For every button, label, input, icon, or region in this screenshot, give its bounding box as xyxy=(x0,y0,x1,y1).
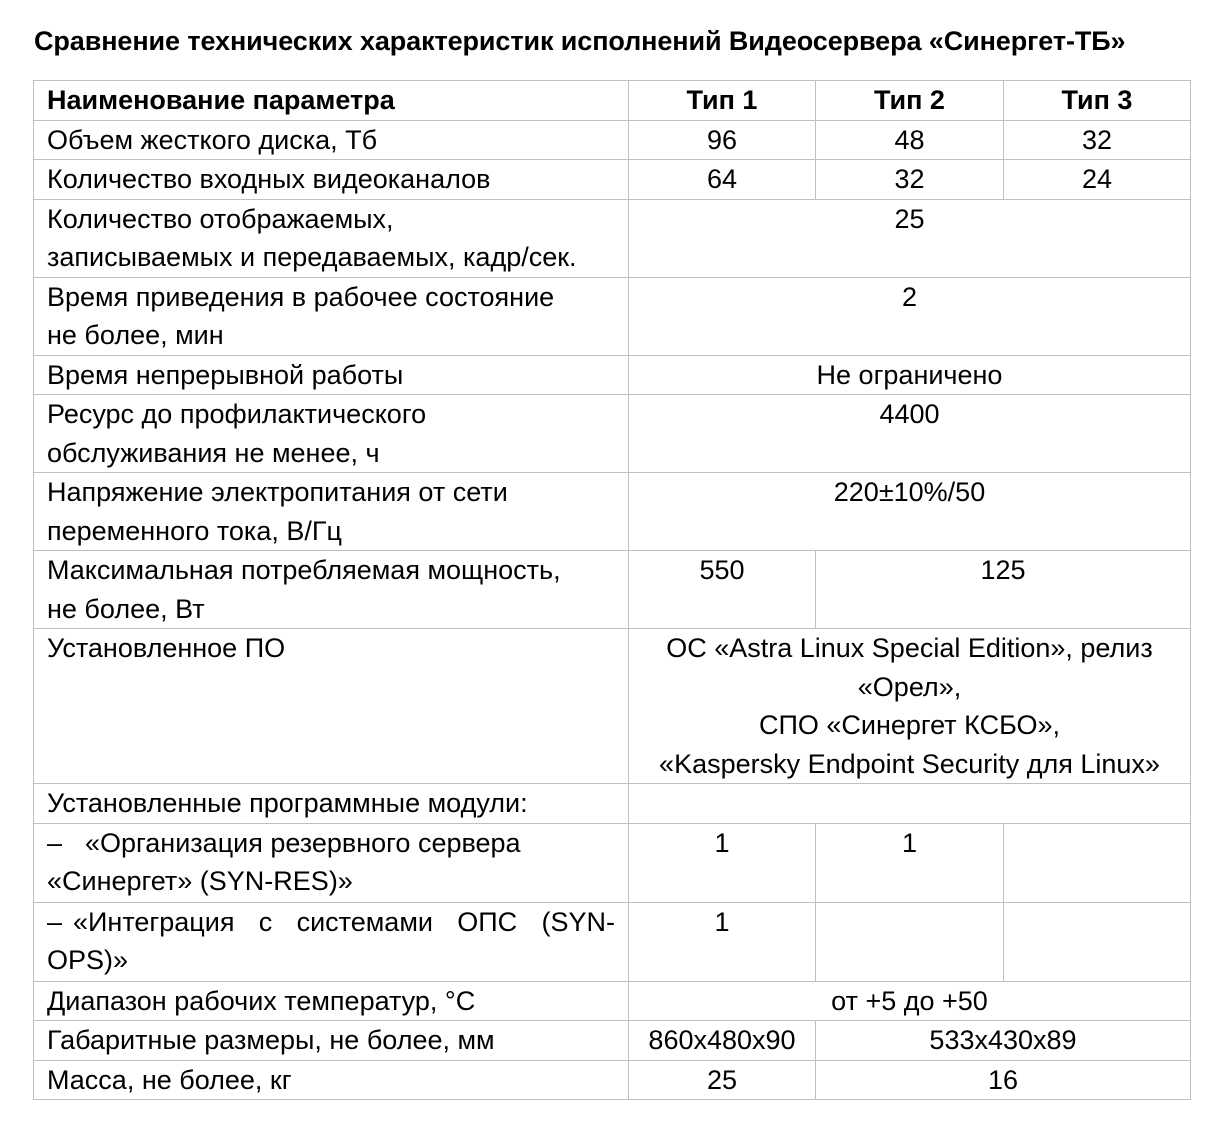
value-type1: 1 xyxy=(629,823,816,902)
value-type2: 48 xyxy=(816,120,1004,160)
table-row-fps xyxy=(34,199,1191,277)
table-row-modules xyxy=(34,784,1191,824)
value-type1: 25 xyxy=(629,1060,816,1100)
param-label-line: записываемых и передаваемых, кадр/сек. xyxy=(47,242,577,272)
value-type3 xyxy=(1004,823,1191,902)
table-row-readiness xyxy=(34,277,1191,355)
value-type3 xyxy=(1004,902,1191,981)
param-label-line: не более, Вт xyxy=(47,593,205,624)
param-label xyxy=(34,823,629,902)
software-line: ОС «Astra Linux Special Edition», релиз xyxy=(666,633,1153,663)
header-type2: Тип 2 xyxy=(816,81,1004,121)
value-type1: 550 xyxy=(629,551,816,629)
list-dash: – xyxy=(47,827,63,858)
param-label-line: OPS)» xyxy=(47,945,129,975)
value-all-types: 2 xyxy=(629,277,1191,355)
table-row-module-res xyxy=(34,823,1191,902)
header-type1: Тип 1 xyxy=(629,81,816,121)
header-type3: Тип 3 xyxy=(1004,81,1191,121)
value-type1: 64 xyxy=(629,160,816,200)
param-label: Масса, не более, кг xyxy=(34,1060,629,1100)
value-all-types xyxy=(629,629,1191,784)
value-type1: 860x480x90 xyxy=(629,1021,816,1061)
value-type1: 96 xyxy=(629,120,816,160)
param-label: Установленные программные модули: xyxy=(34,784,629,824)
table-row-dimensions xyxy=(34,1021,1191,1061)
param-label: Время непрерывной работы xyxy=(34,355,629,395)
document-title: Сравнение технических характеристик исполнений Видеосервера «Синергет-ТБ» xyxy=(34,26,1126,56)
value-all-types: Не ограничено xyxy=(629,355,1191,395)
param-label: Установленное ПО xyxy=(34,629,629,784)
value-type2 xyxy=(816,902,1004,981)
value-type2: 1 xyxy=(816,823,1004,902)
param-label-line: Максимальная потребляемая мощность, xyxy=(47,555,561,585)
value-all-types xyxy=(629,784,1191,824)
param-label: Диапазон рабочих температур, °С xyxy=(34,981,629,1021)
spec-table xyxy=(33,80,1191,1100)
value-all-types: 4400 xyxy=(629,395,1191,473)
param-label-line xyxy=(47,903,615,942)
param-label xyxy=(34,395,629,473)
param-label-line: Время приведения в рабочее состояние xyxy=(47,281,555,312)
param-label-line: Ресурс до профилактического xyxy=(47,399,427,429)
value-type2-3: 16 xyxy=(816,1060,1191,1100)
param-label xyxy=(34,551,629,629)
header-param: Наименование параметра xyxy=(34,81,629,121)
table-row-hdd xyxy=(34,120,1191,160)
param-label-line: «Синергет» (SYN-RES)» xyxy=(47,866,353,896)
value-all-types: от +5 до +50 xyxy=(629,981,1191,1021)
table-row-power xyxy=(34,551,1191,629)
value-all-types: 25 xyxy=(629,199,1191,277)
param-label-text: «Интеграция с системами ОПС (SYN- xyxy=(73,906,615,937)
software-line: «Kaspersky Endpoint Security для Linux» xyxy=(659,748,1160,779)
table-row-mass xyxy=(34,1060,1191,1100)
param-label-line: обслуживания не менее, ч xyxy=(47,437,380,468)
param-label xyxy=(34,277,629,355)
table-row-voltage xyxy=(34,473,1191,551)
table-header-row xyxy=(34,81,1191,121)
param-label-line: переменного тока, В/Гц xyxy=(47,515,342,546)
value-type2-3: 125 xyxy=(816,551,1191,629)
value-type3: 24 xyxy=(1004,160,1191,200)
table-row-module-ops xyxy=(34,902,1191,981)
param-label-text: «Организация резервного сервера xyxy=(85,827,521,858)
software-line: СПО «Синергет КСБО», xyxy=(758,710,1061,740)
param-label xyxy=(34,199,629,277)
value-type2-3: 533x430x89 xyxy=(816,1021,1191,1061)
table-row-channels xyxy=(34,160,1191,200)
table-row-maintenance xyxy=(34,395,1191,473)
table-row-temperature xyxy=(34,981,1191,1021)
value-all-types: 220±10%/50 xyxy=(629,473,1191,551)
param-label-line xyxy=(47,824,615,863)
param-label xyxy=(34,902,629,981)
value-type3: 32 xyxy=(1004,120,1191,160)
param-label: Количество входных видеоканалов xyxy=(34,160,629,200)
value-type2: 32 xyxy=(816,160,1004,200)
value-type1: 1 xyxy=(629,902,816,981)
param-label: Габаритные размеры, не более, мм xyxy=(34,1021,629,1061)
software-line: «Орел», xyxy=(857,671,962,702)
param-label-line: Напряжение электропитания от сети xyxy=(47,477,508,507)
param-label xyxy=(34,473,629,551)
param-label: Объем жесткого диска, Тб xyxy=(34,120,629,160)
list-dash: – xyxy=(47,906,63,937)
table-row-software xyxy=(34,629,1191,784)
param-label-line: не более, мин xyxy=(47,320,224,350)
table-row-uptime xyxy=(34,355,1191,395)
param-label-line: Количество отображаемых, xyxy=(47,203,394,234)
